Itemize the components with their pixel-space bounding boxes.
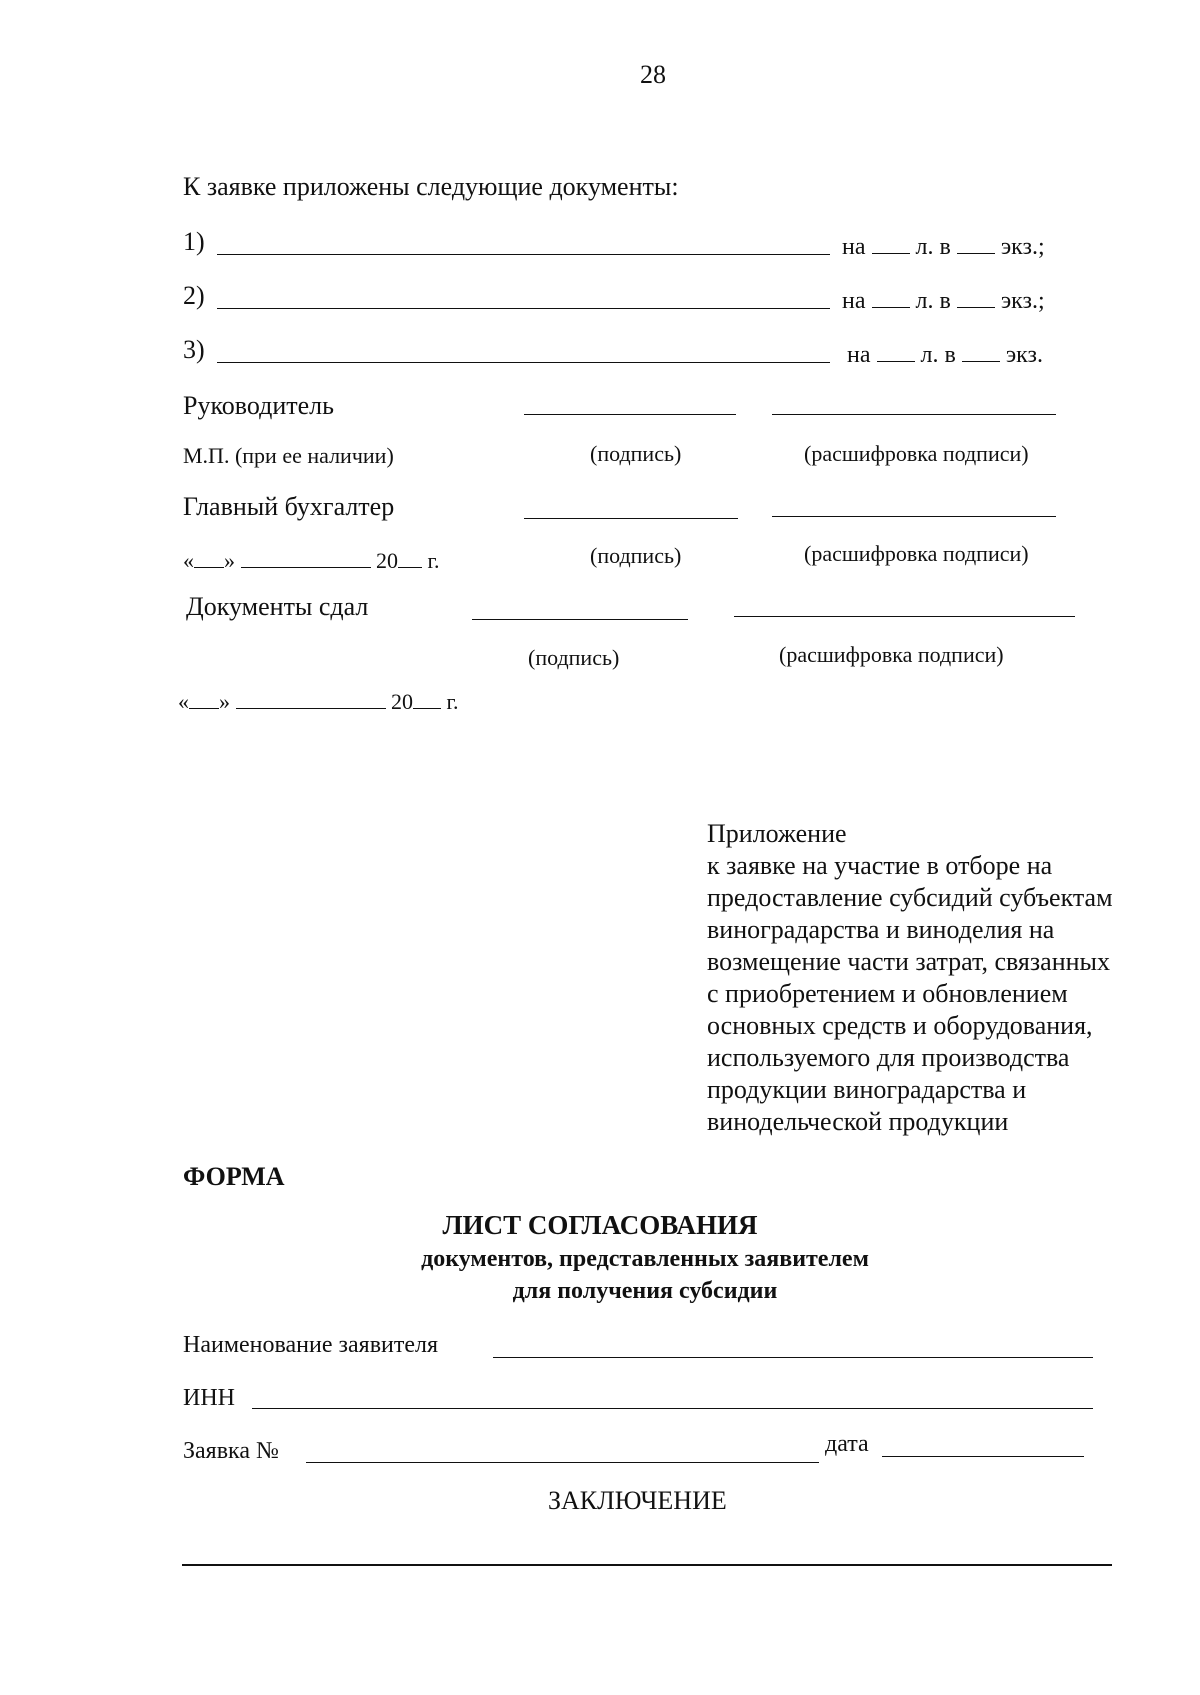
appendix-line: продукции виноградарства и: [707, 1075, 1027, 1104]
appendix-line: к заявке на участие в отборе на: [707, 851, 1053, 880]
doc-item-name-line[interactable]: [217, 254, 830, 255]
appendix-line: используемого для производства: [707, 1043, 1070, 1072]
applicant-name-field[interactable]: [493, 1357, 1093, 1358]
appendix-line: возмещение части затрат, связанных: [707, 947, 1110, 976]
date-label: дата: [825, 1431, 869, 1457]
sheet-subtitle: для получения субсидии: [512, 1278, 778, 1304]
conclusion-line[interactable]: [182, 1564, 1112, 1566]
sheets-count-blank[interactable]: [872, 282, 910, 308]
copies-count-blank[interactable]: [962, 336, 1000, 362]
appendix-line: винодельческой продукции: [707, 1107, 1009, 1136]
signature-caption: (подпись): [590, 543, 682, 568]
documents-intro: К заявке приложены следующие документы:: [183, 172, 679, 201]
accountant-signature-line[interactable]: [524, 518, 738, 519]
signature-caption: (подпись): [590, 441, 682, 466]
decode-caption: (расшифровка подписи): [804, 441, 1029, 466]
sheets-count-blank[interactable]: [877, 336, 915, 362]
page-number: 28: [640, 60, 666, 89]
doc-item-sheets: на л. в экз.: [847, 336, 1043, 369]
inn-field[interactable]: [252, 1408, 1093, 1409]
doc-item-name-line[interactable]: [217, 362, 830, 363]
month-blank[interactable]: [241, 544, 371, 568]
appendix-line: с приобретением и обновлением: [707, 979, 1068, 1008]
appendix-block: [707, 818, 1177, 1138]
month-blank[interactable]: [236, 685, 386, 709]
doc-item-number: 1): [183, 227, 205, 256]
copies-count-blank[interactable]: [957, 282, 995, 308]
inn-label: ИНН: [183, 1385, 235, 1411]
appendix-line: предоставление субсидий субъектам: [707, 883, 1113, 912]
head-decode-line[interactable]: [772, 414, 1056, 415]
doc-item-number: 2): [183, 281, 205, 310]
delivered-signature-line[interactable]: [472, 619, 688, 620]
head-label: Руководитель: [183, 391, 334, 420]
delivered-decode-line[interactable]: [734, 616, 1075, 617]
sheets-count-blank[interactable]: [872, 228, 910, 254]
doc-item-sheets: на л. в экз.;: [842, 228, 1045, 261]
decode-caption: (расшифровка подписи): [779, 642, 1004, 667]
form-label: ФОРМА: [183, 1162, 285, 1191]
signature-caption: (подпись): [528, 645, 620, 670]
application-no-label: Заявка №: [183, 1438, 279, 1464]
date-line: « » 20 г.: [183, 544, 440, 574]
doc-item-name-line[interactable]: [217, 308, 830, 309]
accountant-decode-line[interactable]: [772, 516, 1056, 517]
accountant-label: Главный бухгалтер: [183, 492, 395, 521]
copies-count-blank[interactable]: [957, 228, 995, 254]
date-field[interactable]: [882, 1456, 1084, 1457]
appendix-line: основных средств и оборудования,: [707, 1011, 1093, 1040]
doc-item-number: 3): [183, 335, 205, 364]
head-signature-line[interactable]: [524, 414, 736, 415]
year-blank[interactable]: [413, 685, 441, 709]
doc-item-sheets: на л. в экз.;: [842, 282, 1045, 315]
sheet-title: ЛИСТ СОГЛАСОВАНИЯ: [442, 1210, 758, 1240]
delivered-date-line: « » 20 г.: [178, 685, 459, 715]
day-blank[interactable]: [189, 685, 219, 709]
application-no-field[interactable]: [306, 1462, 819, 1463]
appendix-line: виноградарства и виноделия на: [707, 915, 1055, 944]
appendix-line: Приложение: [707, 819, 847, 848]
delivered-label: Документы сдал: [186, 592, 369, 621]
decode-caption: (расшифровка подписи): [804, 541, 1029, 566]
stamp-label: М.П. (при ее наличии): [183, 443, 394, 468]
conclusion-heading: ЗАКЛЮЧЕНИЕ: [548, 1486, 727, 1515]
year-blank[interactable]: [398, 544, 422, 568]
day-blank[interactable]: [194, 544, 224, 568]
sheet-subtitle: документов, представленных заявителем: [421, 1246, 869, 1272]
applicant-name-label: Наименование заявителя: [183, 1332, 439, 1358]
